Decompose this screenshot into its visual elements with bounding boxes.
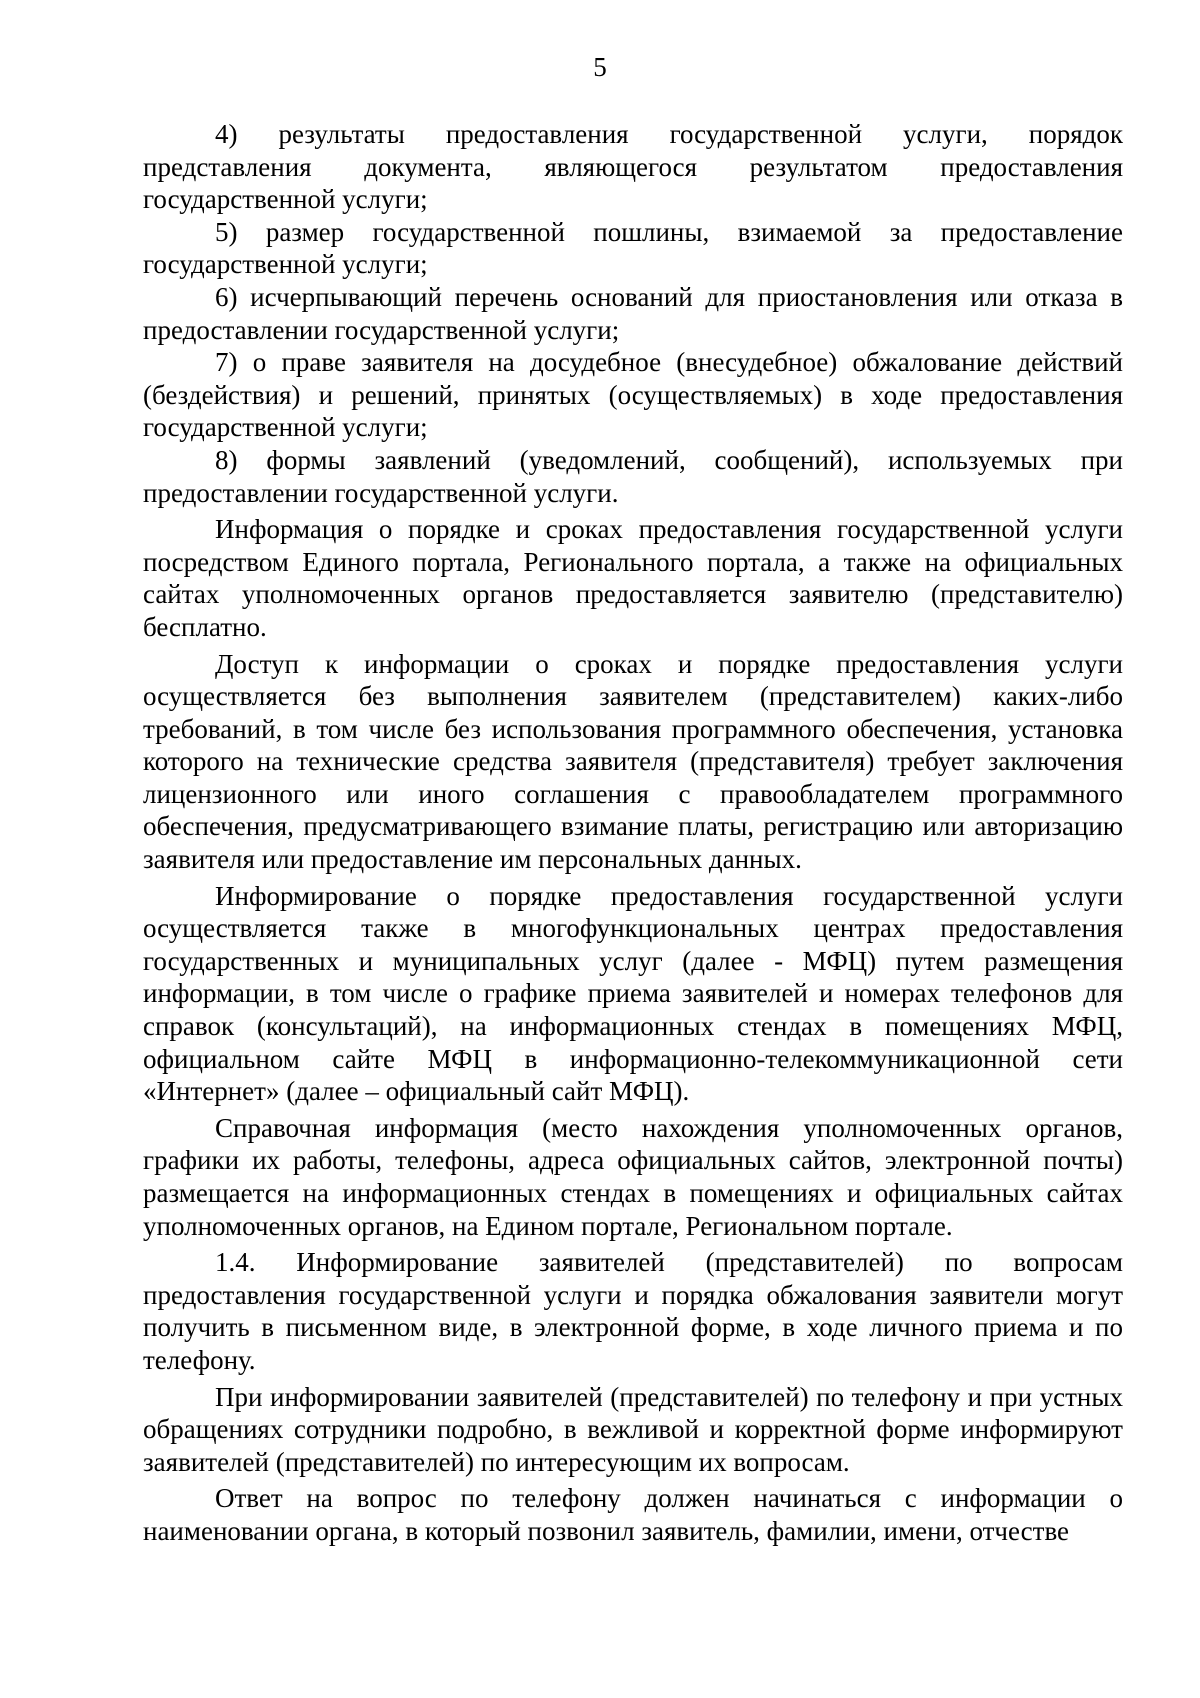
paragraph-mfc-info: Информирование о порядке предоставления государственной услуги осуществляется также в многофункциональных центрах предоставления государственных и муниципальных услуг (далее - МФЦ) путем размещения информации, в том числе о графике приема заявителей и номерах телефонов для справок (консультаций), на информационных стендах в помещениях МФЦ, официальном сайте МФЦ в информационно-телекоммуникационной сети «Интернет» (далее – официальный сайт МФЦ). xyxy=(143,880,1123,1107)
paragraph-access-info: Доступ к информации о сроках и порядке предоставления услуги осуществляется без выполнения заявителем (представителем) каких-либо требований, в том числе без использования программного обеспечения, установка которого на технические средства заявителя (представителя) требует заключения лицензионного или иного соглашения с правообладателем программного обеспечения, предусматривающего взимание платы, регистрацию или авторизацию заявителя или предоставление им персональных данных. xyxy=(143,648,1123,875)
paragraph-item-8: 8) формы заявлений (уведомлений, сообщений), используемых при предоставлении государственной услуги. xyxy=(143,444,1123,508)
page-number: 5 xyxy=(593,52,607,82)
paragraph-section-1-4: 1.4. Информирование заявителей (представителей) по вопросам предоставления государственной услуги и порядка обжалования заявители могут получить в письменном виде, в электронной форме, в ходе личного приема и по телефону. xyxy=(143,1247,1123,1375)
paragraph-item-6: 6) исчерпывающий перечень оснований для приостановления или отказа в предоставлении государственной услуги; xyxy=(143,281,1123,345)
paragraph-item-7: 7) о праве заявителя на досудебное (внесудебное) обжалование действий (бездействия) и решений, принятых (осуществляемых) в ходе предоставления государственной услуги; xyxy=(143,347,1123,443)
paragraph-phone-info: При информировании заявителей (представителей) по телефону и при устных обращениях сотрудники подробно, в вежливой и корректной форме информируют заявителей (представителей) по интересующим их вопросам. xyxy=(143,1381,1123,1477)
paragraph-item-5: 5) размер государственной пошлины, взимаемой за предоставление государственной услуги; xyxy=(143,216,1123,280)
document-body xyxy=(143,118,1123,1548)
paragraph-info-free: Информация о порядке и сроках предоставления государственной услуги посредством Единого портала, Регионального портала, а также на официальных сайтах уполномоченных органов предоставляется заявителю (представителю) бесплатно. xyxy=(143,514,1123,642)
paragraph-phone-answer: Ответ на вопрос по телефону должен начинаться с информации о наименовании органа, в который позвонил заявитель, фамилии, имени, отчестве xyxy=(143,1483,1123,1546)
paragraph-item-4: 4) результаты предоставления государственной услуги, порядок представления документа, являющегося результатом предоставления государственной услуги; xyxy=(143,119,1123,215)
paragraph-reference-info: Справочная информация (место нахождения уполномоченных органов, графики их работы, телефоны, адреса официальных сайтов, электронной почты) размещается на информационных стендах в помещениях и официальных сайтах уполномоченных органов, на Едином портале, Региональном портале. xyxy=(143,1112,1123,1241)
